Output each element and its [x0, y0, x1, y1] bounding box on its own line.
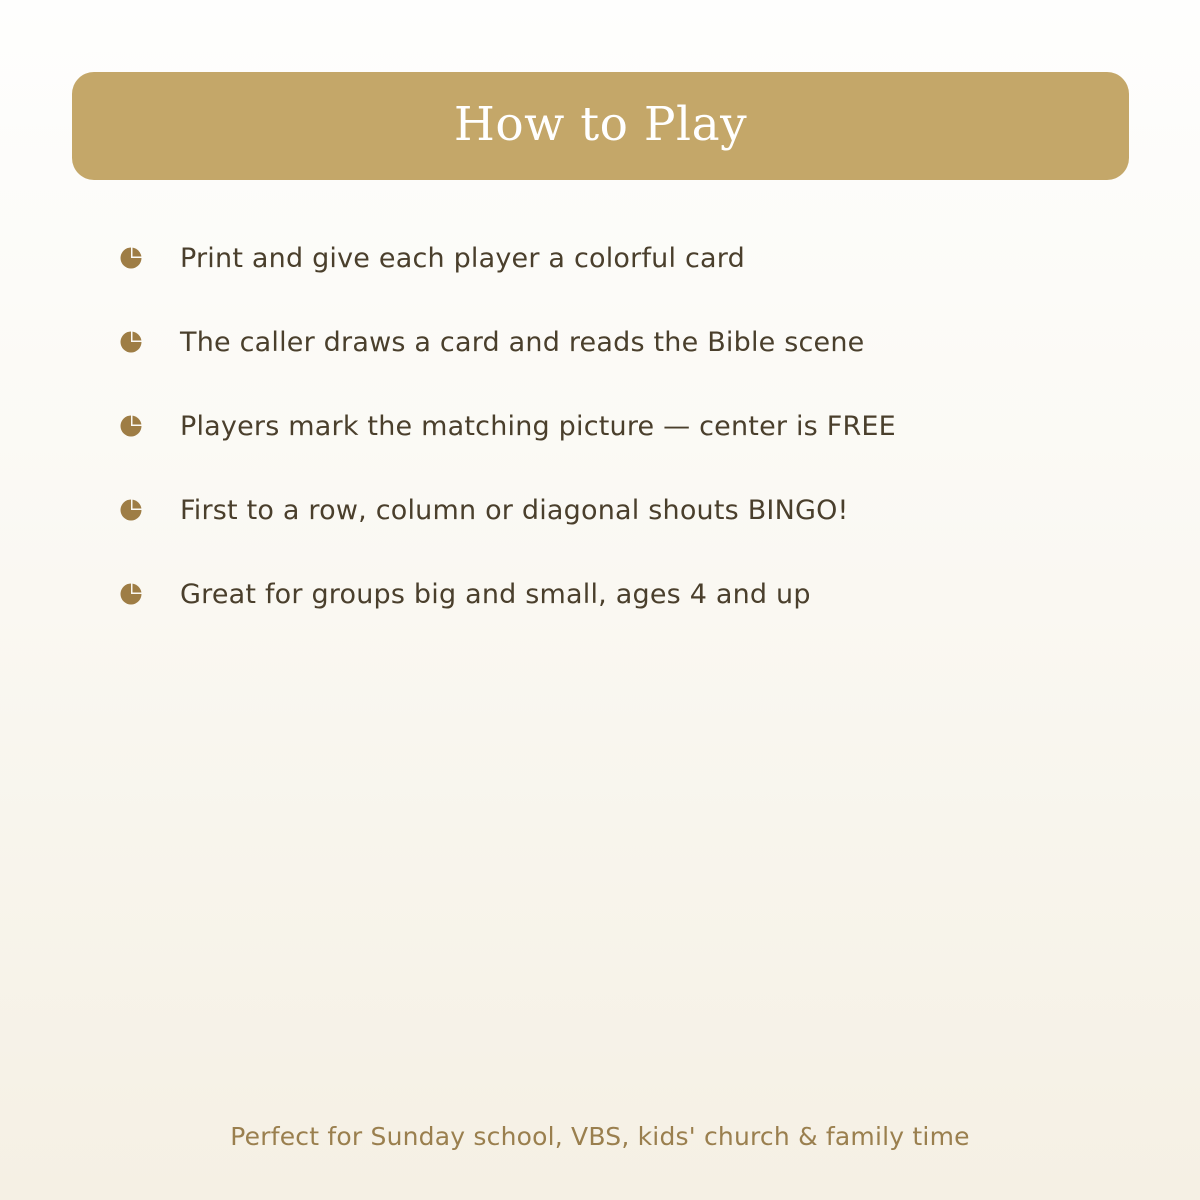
title-banner — [72, 72, 1129, 180]
list-item — [120, 230, 896, 286]
pie-bullet-icon — [120, 499, 142, 521]
rule-text: Print and give each player a colorful card — [180, 242, 745, 274]
list-item — [120, 566, 896, 622]
list-item — [120, 398, 896, 454]
rule-text: Players mark the matching picture — center is FREE — [180, 410, 896, 442]
rules-list — [120, 230, 896, 650]
list-item — [120, 482, 896, 538]
rule-text: First to a row, column or diagonal shouts BINGO! — [180, 494, 849, 526]
page-title: How to Play — [453, 96, 748, 152]
list-item — [120, 314, 896, 370]
pie-bullet-icon — [120, 247, 142, 269]
pie-bullet-icon — [120, 415, 142, 437]
footer-tagline: Perfect for Sunday school, VBS, kids' church & family time — [230, 1122, 970, 1151]
pie-bullet-icon — [120, 331, 142, 353]
pie-bullet-icon — [120, 583, 142, 605]
rule-text: Great for groups big and small, ages 4 and up — [180, 578, 811, 610]
rule-text: The caller draws a card and reads the Bible scene — [180, 326, 865, 358]
